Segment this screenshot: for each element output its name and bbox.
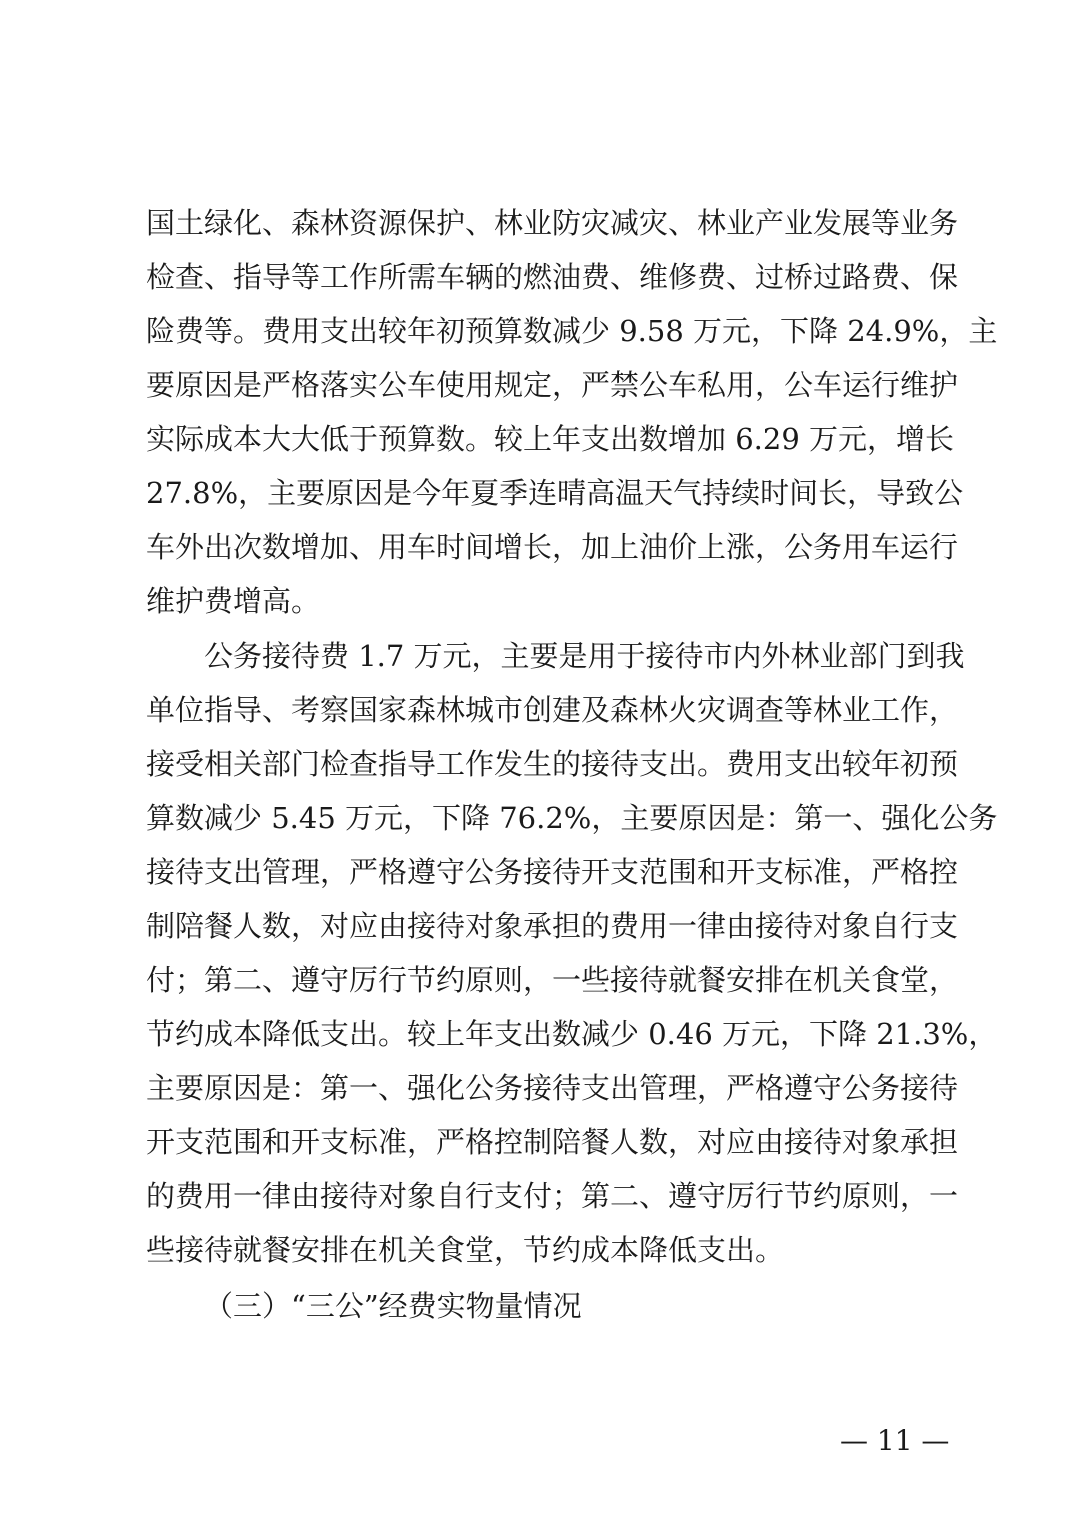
paragraph-reception-expenses (146, 629, 998, 1277)
text-line: 国土绿化、森林资源保护、林业防灾减灾、林业产业发展等业务 (146, 206, 959, 240)
text-line: 检查、指导等工作所需车辆的燃油费、维修费、过桥过路费、保 (146, 260, 959, 294)
text-line: 制陪餐人数，对应由接待对象承担的费用一律由接待对象自行支 (146, 909, 959, 943)
text-line: 实际成本大大低于预算数。较上年支出数增加 6.29 万元，增长 (146, 422, 955, 456)
page-number: — 11 — (840, 1424, 950, 1457)
text-line: 维护费增高。 (146, 584, 321, 618)
text-line: 些接待就餐安排在机关食堂，节约成本降低支出。 (146, 1233, 785, 1267)
text-line: 开支范围和开支标准，严格控制陪餐人数，对应由接待对象承担 (146, 1125, 959, 1159)
text-line: 的费用一律由接待对象自行支付；第二、遵守厉行节约原则，一 (146, 1179, 959, 1213)
paragraph-vehicle-maintenance (146, 196, 998, 628)
text-line: 接待支出管理，严格遵守公务接待开支范围和开支标准，严格控 (146, 855, 959, 889)
text-line: 节约成本降低支出。较上年支出数减少 0.46 万元，下降 21.3%， (146, 1017, 998, 1051)
text-line: 车外出次数增加、用车时间增长，加上油价上涨，公务用车运行 (146, 530, 959, 564)
text-line: 险费等。费用支出较年初预算数减少 9.58 万元，下降 24.9%，主 (146, 314, 998, 348)
text-line: 公务接待费 1.7 万元，主要是用于接待市内外林业部门到我 (204, 639, 965, 673)
text-line: 接受相关部门检查指导工作发生的接待支出。费用支出较年初预 (146, 747, 959, 781)
text-line: 单位指导、考察国家森林城市创建及森林火灾调查等林业工作， (146, 693, 959, 727)
text-line: 27.8%，主要原因是今年夏季连晴高温天气持续时间长，导致公 (146, 476, 964, 510)
text-line: 付；第二、遵守厉行节约原则，一些接待就餐安排在机关食堂， (146, 963, 959, 997)
text-line: 要原因是严格落实公车使用规定，严禁公车私用，公车运行维护 (146, 368, 959, 402)
text-line: 算数减少 5.45 万元，下降 76.2%，主要原因是：第一、强化公务 (146, 801, 998, 835)
section-heading: （三）“三公”经费实物量情况 (204, 1289, 582, 1323)
text-line: 主要原因是：第一、强化公务接待支出管理，严格遵守公务接待 (146, 1071, 959, 1105)
